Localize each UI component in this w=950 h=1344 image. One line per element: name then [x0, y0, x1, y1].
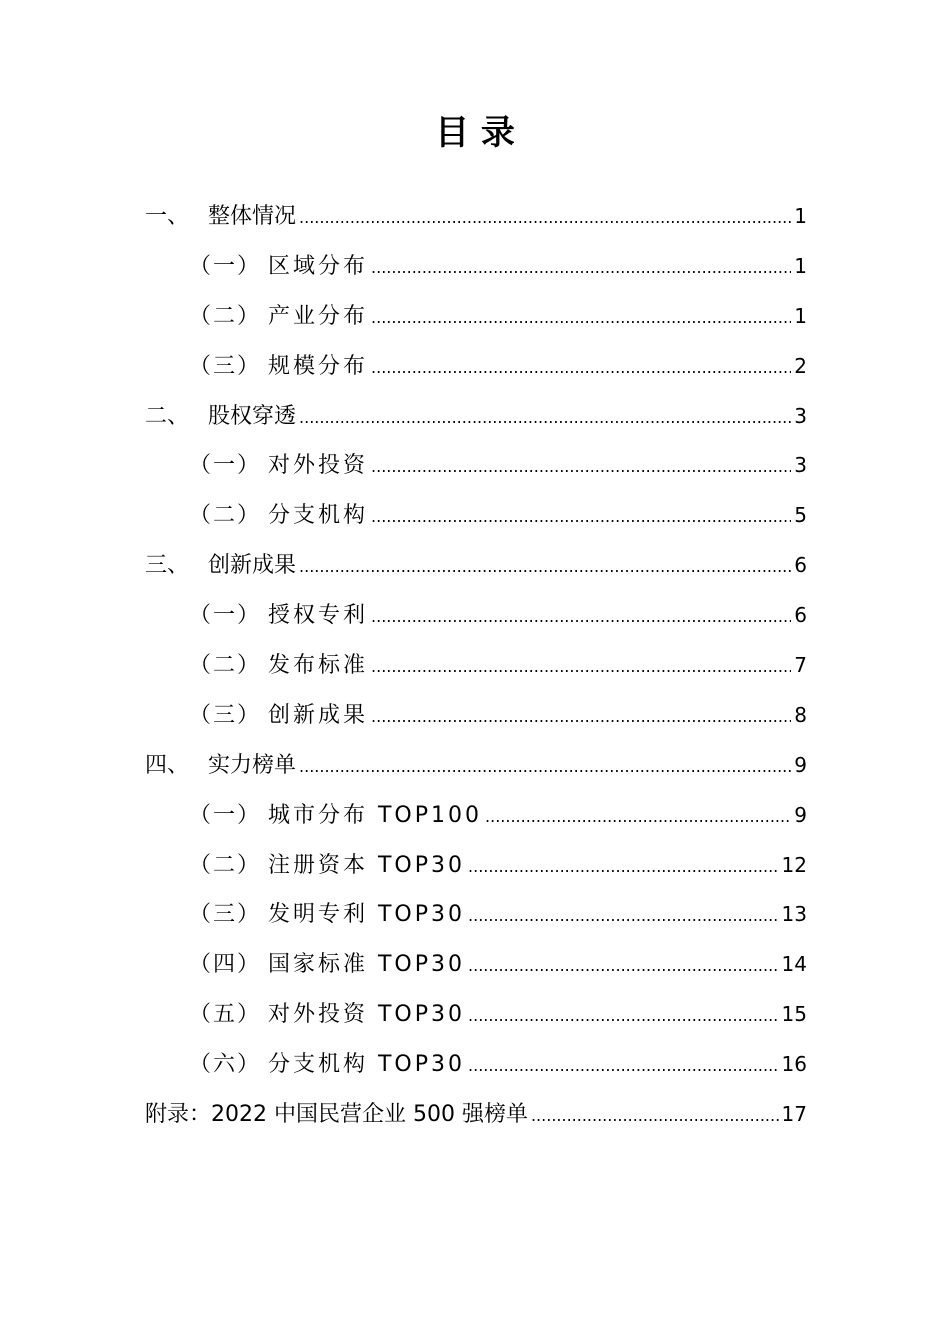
toc-entry-label: 实力榜单: [208, 752, 297, 778]
toc-entry-label: 创新成果: [268, 702, 369, 728]
toc-entry-number: （三）: [189, 902, 262, 928]
toc-entry-page-number: 14: [781, 952, 807, 977]
toc-entry[interactable]: [145, 890, 807, 940]
toc-entry-label: 城市分布 TOP100: [268, 802, 483, 828]
toc-entry-page-number: 6: [794, 553, 807, 578]
toc-entry[interactable]: [145, 441, 807, 491]
toc-entry-label: 区域分布: [268, 253, 369, 279]
toc-entry-number: 四、: [145, 752, 190, 778]
toc-leader-dots: [468, 891, 779, 941]
toc-leader-dots: [299, 542, 791, 592]
toc-entry[interactable]: [145, 491, 807, 541]
toc-entry[interactable]: [145, 1040, 807, 1090]
toc-leader-dots: [299, 393, 791, 443]
toc-entry-number: （五）: [189, 1002, 262, 1028]
toc-leader-dots: [468, 1041, 779, 1091]
toc-entry-label: 发明专利 TOP30: [268, 902, 466, 928]
toc-entry[interactable]: [145, 940, 807, 990]
toc-entry[interactable]: [145, 242, 807, 292]
toc-entry-number: （三）: [189, 702, 262, 728]
toc-entry-number: （二）: [189, 653, 262, 679]
toc-entry-page-number: 15: [781, 1002, 807, 1027]
toc-entry-label: 注册资本 TOP30: [268, 852, 466, 878]
toc-entry-page-number: 16: [781, 1052, 807, 1077]
toc-entry-page-number: 3: [794, 453, 807, 478]
toc-entry-page-number: 17: [781, 1102, 807, 1127]
toc-entry-page-number: 9: [794, 752, 807, 777]
toc-entry[interactable]: [145, 292, 807, 342]
toc-entry[interactable]: [145, 641, 807, 691]
toc-entry-page-number: 5: [794, 503, 807, 528]
toc-entry-page-number: 12: [781, 852, 807, 877]
toc-entry-label: 整体情况: [208, 204, 297, 229]
toc-entry-number: （六）: [189, 1052, 262, 1078]
toc-leader-dots: [468, 991, 779, 1041]
toc-entry-number: （一）: [189, 453, 262, 479]
toc-entry-page-number: 1: [794, 303, 807, 328]
toc-leader-dots: [531, 1091, 779, 1141]
toc-entry[interactable]: [145, 841, 807, 891]
toc-entry-label: 对外投资: [268, 453, 369, 479]
toc-entry-number: 一、: [145, 204, 190, 229]
toc-entry-label: 规模分布: [268, 353, 369, 379]
toc-leader-dots: [299, 742, 791, 792]
toc-entry[interactable]: [145, 1090, 807, 1140]
toc-title: 目 录: [435, 113, 515, 153]
toc-entry[interactable]: [145, 392, 807, 442]
toc-entry-label: 创新成果: [208, 553, 297, 579]
toc-entry-page-number: 2: [794, 353, 807, 378]
toc-leader-dots: [485, 792, 791, 842]
toc-leader-dots: [371, 692, 791, 742]
toc-entry-page-number: 1: [794, 253, 807, 278]
toc-leader-dots: [468, 842, 779, 892]
toc-entry-page-number: 13: [781, 902, 807, 927]
toc-entry-number: （二）: [189, 303, 262, 329]
toc-leader-dots: [299, 193, 791, 243]
toc-entry-label: 分支机构 TOP30: [268, 1052, 466, 1078]
toc-entry-number: （一）: [189, 253, 262, 279]
toc-leader-dots: [371, 592, 791, 642]
toc-entry-label: 国家标准 TOP30: [268, 952, 466, 978]
toc-entry-page-number: 9: [794, 802, 807, 827]
toc-leader-dots: [371, 492, 791, 542]
toc-entry[interactable]: [145, 192, 807, 242]
toc-entry-page-number: 6: [794, 603, 807, 628]
toc-entry-label: 对外投资 TOP30: [268, 1002, 466, 1028]
toc-entry-number: （一）: [189, 603, 262, 629]
toc-entry-page-number: 7: [794, 653, 807, 678]
toc-leader-dots: [371, 442, 791, 492]
toc-leader-dots: [468, 941, 779, 991]
toc-entry[interactable]: [145, 791, 807, 841]
toc-entry[interactable]: [145, 342, 807, 392]
toc-entry-number: （二）: [189, 503, 262, 529]
toc-leader-dots: [371, 642, 791, 692]
toc-entry-label: 发布标准: [268, 653, 369, 679]
toc-entry-page-number: 1: [794, 204, 807, 228]
toc-leader-dots: [371, 243, 791, 293]
toc-entry-number: （二）: [189, 852, 262, 878]
toc-leader-dots: [371, 293, 791, 343]
toc-entry-label: 股权穿透: [208, 403, 297, 429]
toc-entry-number: （一）: [189, 802, 262, 828]
toc-entry[interactable]: [145, 741, 807, 791]
toc-entry-number: （三）: [189, 353, 262, 379]
toc-entry-label: 授权专利: [268, 603, 369, 629]
toc-entry-number: 三、: [145, 553, 190, 579]
toc-entry[interactable]: [145, 691, 807, 741]
toc-entry[interactable]: [145, 591, 807, 641]
toc-entry-number: 二、: [145, 403, 190, 429]
toc-list: [145, 192, 807, 1140]
toc-leader-dots: [371, 343, 791, 393]
toc-entry-page-number: 3: [794, 403, 807, 428]
toc-entry-label: 产业分布: [268, 303, 369, 329]
toc-entry-number: （四）: [189, 952, 262, 978]
toc-entry-page-number: 8: [794, 702, 807, 727]
toc-entry-label: 分支机构: [268, 503, 369, 529]
toc-entry[interactable]: [145, 990, 807, 1040]
toc-entry-label: 附录：2022 中国民营企业 500 强榜单: [145, 1102, 528, 1128]
toc-entry[interactable]: [145, 541, 807, 591]
